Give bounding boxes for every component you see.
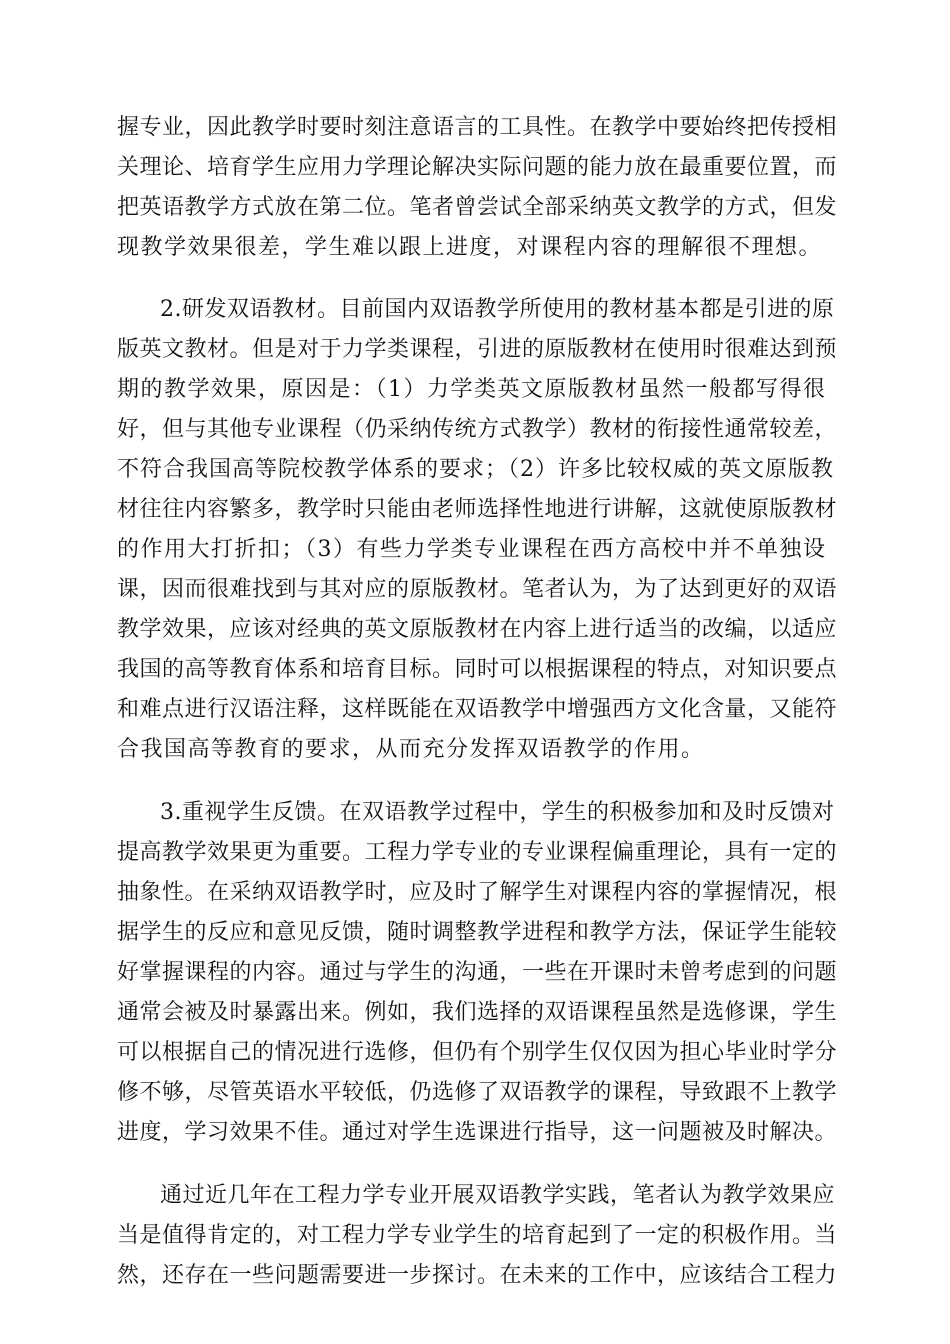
text-line: 课，因而很难找到与其对应的原版教材。笔者认为，为了达到更好的双语 xyxy=(117,577,838,602)
text-line: 合我国高等教育的要求，从而充分发挥双语教学的作用。 xyxy=(117,737,705,762)
text-line: 2.研发双语教材。目前国内双语教学所使用的教材基本都是引进的原 xyxy=(160,297,835,322)
text-line: 好掌握课程的内容。通过与学生的沟通，一些在开课时未曾考虑到的问题 xyxy=(117,960,838,985)
text-line: 我国的高等教育体系和培育目标。同时可以根据课程的特点，对知识要点 xyxy=(117,657,838,682)
text-line: 关理论、培育学生应用力学理论解决实际问题的能力放在最重要位置，而 xyxy=(117,155,838,180)
text-line: 据学生的反应和意见反馈，随时调整教学进程和教学方法，保证学生能较 xyxy=(117,920,838,945)
text-line: 抽象性。在采纳双语教学时，应及时了解学生对课程内容的掌握情况，根 xyxy=(117,880,838,905)
text-line: 把英语教学方式放在第二位。笔者曾尝试全部采纳英文教学的方式，但发 xyxy=(117,195,838,220)
text-line: 和难点进行汉语注释，这样既能在双语教学中增强西方文化含量，又能符 xyxy=(117,697,838,722)
text-line: 当是值得肯定的，对工程力学专业学生的培育起到了一定的积极作用。当 xyxy=(117,1223,838,1248)
text-line: 教学效果，应该对经典的英文原版教材在内容上进行适当的改编，以适应 xyxy=(117,617,838,642)
text-line: 提高教学效果更为重要。工程力学专业的专业课程偏重理论，具有一定的 xyxy=(117,840,838,865)
text-line: 可以根据自己的情况进行选修，但仍有个别学生仅仅因为担心毕业时学分 xyxy=(117,1040,838,1065)
text-line: 然，还存在一些问题需要进一步探讨。在未来的工作中，应该结合工程力 xyxy=(117,1263,838,1288)
text-line: 通常会被及时暴露出来。例如，我们选择的双语课程虽然是选修课，学生 xyxy=(117,1000,838,1025)
text-line: 修不够，尽管英语水平较低，仍选修了双语教学的课程，导致跟不上教学 xyxy=(117,1080,838,1105)
text-line: 不符合我国高等院校教学体系的要求；（2）许多比较权威的英文原版教 xyxy=(117,457,834,482)
text-line: 的作用大打折扣；（3）有些力学类专业课程在西方高校中并不单独设 xyxy=(117,537,827,562)
text-line: 进度，学习效果不佳。通过对学生选课进行指导，这一问题被及时解决。 xyxy=(117,1120,838,1145)
text-line: 好，但与其他专业课程（仍采纳传统方式教学）教材的衔接性通常较差， xyxy=(117,417,838,442)
text-line: 3.重视学生反馈。在双语教学过程中，学生的积极参加和及时反馈对 xyxy=(160,800,835,825)
text-line: 版英文教材。但是对于力学类课程，引进的原版教材在使用时很难达到预 xyxy=(117,337,838,362)
text-line: 现教学效果很差，学生难以跟上进度，对课程内容的理解很不理想。 xyxy=(117,235,823,260)
text-line: 通过近几年在工程力学专业开展双语教学实践，笔者认为教学效果应 xyxy=(160,1183,836,1208)
text-line: 期的教学效果，原因是：（1）力学类英文原版教材虽然一般都写得很 xyxy=(117,377,827,402)
text-line: 握专业，因此教学时要时刻注意语言的工具性。在教学中要始终把传授相 xyxy=(117,115,838,140)
text-line: 材往往内容繁多，教学时只能由老师选择性地进行讲解，这就使原版教材 xyxy=(117,497,838,522)
